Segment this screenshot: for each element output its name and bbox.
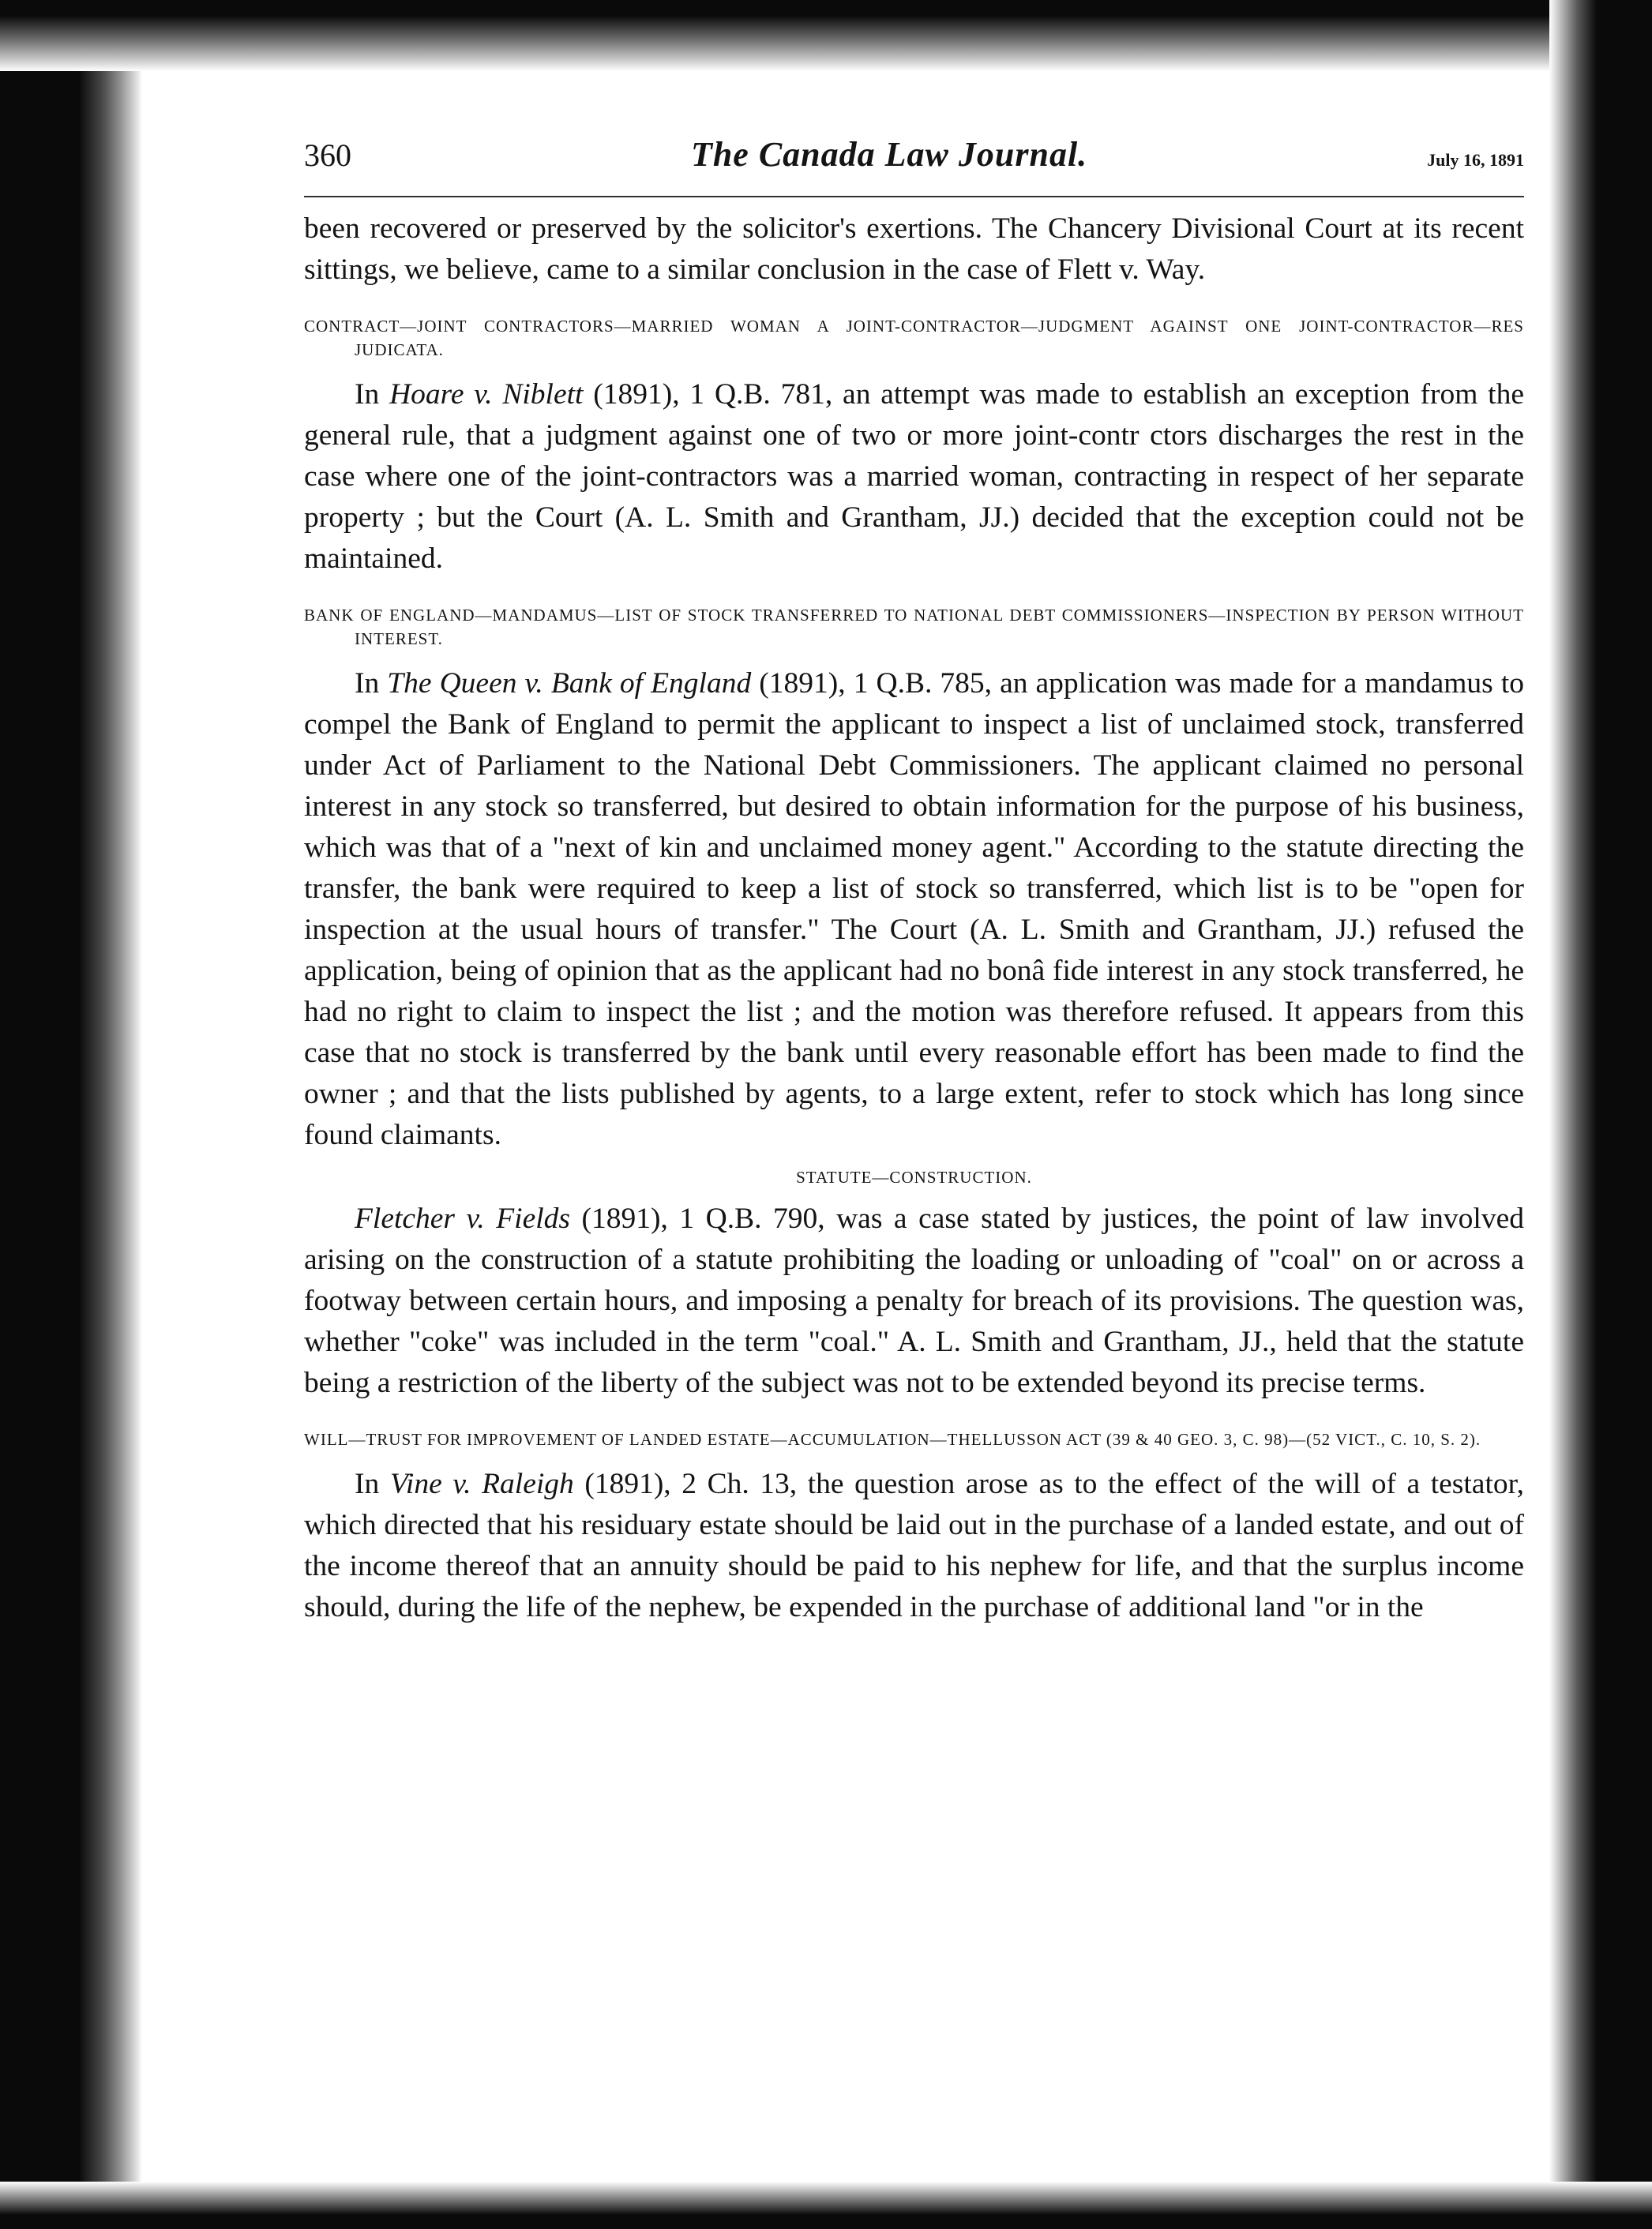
section-body-fletcher: (1891), 1 Q.B. 790, was a case stated by justices, the point of law involved arising on the construction of a statute prohibiting the loading or unloading of "coal" on or across a footway between certain hours, and imposing a penalty for breach of its provisions. The question was, whether "coke" was included in the term "coal." A. L. Smith and Grantham, JJ., held that the statute being a restriction of the liberty of the subject was not to be extended beyond its precise terms. xyxy=(304,1203,1524,1399)
section-body-vine: (1891), 2 Ch. 13, the question arose as to the effect of the will of a testator, which directed that his residuary estate should be laid out in the purchase of a landed estate, and out of the income thereof that an annuity should be paid to his nephew for life, and that the surplus income should, during the life of the nephew, be expended in the purchase of additional land "or in the xyxy=(304,1468,1524,1623)
headnote-contract: CONTRACT—JOINT CONTRACTORS—MARRIED WOMAN A JOINT-CONTRACTOR—JUDGMENT AGAINST ONE JOINT-CONTRACTOR—RES JUDICATA. xyxy=(304,317,1524,359)
headnote-will: WILL—TRUST FOR IMPROVEMENT OF LANDED ESTATE—ACCUMULATION—THELLUSSON ACT (39 & 40 GEO. 3, C. 98)—(52 VICT., C. 10, S. 2). xyxy=(304,1430,1481,1449)
section-paragraph-hoare xyxy=(304,374,1524,580)
case-name-fletcher: Fletcher v. Fields xyxy=(355,1203,570,1235)
section-paragraph-queen xyxy=(304,663,1524,1156)
issue-date: July 16, 1891 xyxy=(1427,150,1524,170)
case-name-hoare: Hoare v. Niblett xyxy=(389,378,584,411)
in-word: In xyxy=(355,378,390,411)
journal-title: The Canada Law Journal. xyxy=(690,135,1088,174)
section-body-queen: (1891), 1 Q.B. 785, an application was made for a mandamus to compel the Bank of England to permit the applicant to inspect a list of unclaimed stock, transferred under Act of Parliament to the National Debt Commissioners. The applicant claimed no personal interest in any stock so transferred, but desired to obtain information for the purpose of his business, which was that of a "next of kin and unclaimed money agent." According to the statute directing the transfer, the bank were required to keep a list of stock so transferred, which list is to be "open for inspection at the usual hours of transfer." The Court (A. L. Smith and Grantham, JJ.) refused the application, being of opinion that as the applicant had no bonâ fide interest in any stock transferred, he had no right to claim to inspect the list ; and the motion was therefore refused. It appears from this case that no stock is transferred by the bank until every reasonable effort has been made to find the owner ; and that the lists published by agents, to a large extent, refer to stock which has long since found claimants. xyxy=(304,667,1524,1151)
in-word: In xyxy=(355,667,388,700)
headnote-statute: STATUTE—CONSTRUCTION. xyxy=(796,1168,1032,1187)
journal-page xyxy=(304,134,1524,1628)
section-paragraph-fletcher xyxy=(304,1199,1524,1404)
section-body-hoare: (1891), 1 Q.B. 781, an attempt was made to establish an exception from the general rule, that a judgment against one of two or more joint-contr ctors discharges the rest in the case where one of the joint-contractors was a married woman, contracting in respect of her separate property ; but the Court (A. L. Smith and Grantham, JJ.) decided that the exception could not be maintained. xyxy=(304,378,1524,575)
page-number: 360 xyxy=(304,137,351,173)
case-name-vine: Vine v. Raleigh xyxy=(389,1468,574,1500)
running-head xyxy=(304,134,1524,197)
article-body xyxy=(304,208,1524,1628)
section-paragraph-vine xyxy=(304,1464,1524,1628)
scan-edge-top xyxy=(0,0,1652,71)
in-word: In xyxy=(355,1468,390,1500)
scan-edge-left xyxy=(0,0,142,2229)
scan-edge-bottom xyxy=(0,2182,1652,2229)
case-name-queen: The Queen v. Bank of England xyxy=(387,667,752,700)
headnote-bank-of-england: BANK OF ENGLAND—MANDAMUS—LIST OF STOCK TRANSFERRED TO NATIONAL DEBT COMMISSIONERS—INSPECTION BY PERSON WITHOUT INTEREST. xyxy=(304,606,1524,648)
intro-paragraph: been recovered or preserved by the solicitor's exertions. The Chancery Divisional Court at its recent sittings, we believe, came to a similar conclusion in the case of Flett v. Way. xyxy=(304,212,1524,286)
scan-edge-right xyxy=(1549,0,1652,2229)
